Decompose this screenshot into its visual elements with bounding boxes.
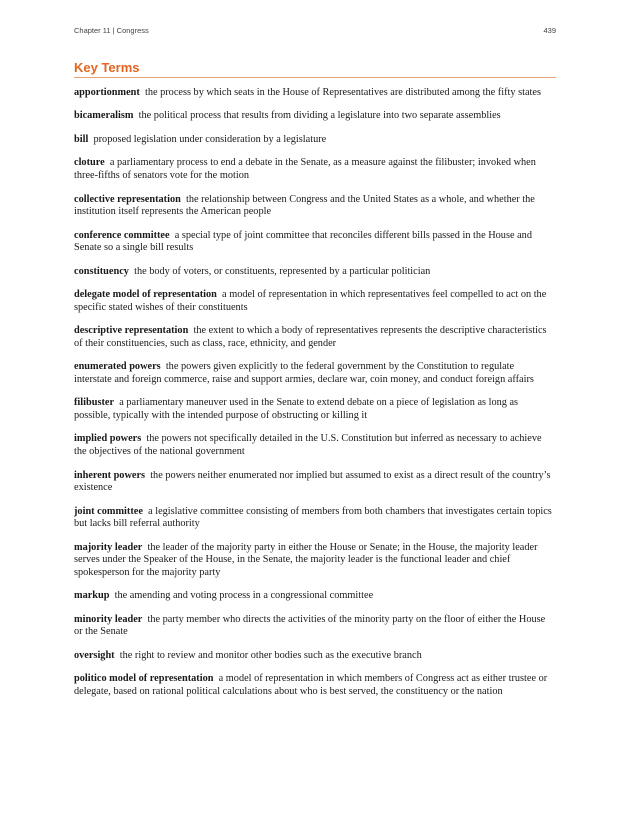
term-word: oversight	[74, 649, 115, 661]
term-entry	[74, 134, 552, 147]
term-definition: a legislative committee consisting of members from both chambers that investigates certain topics but lacks bill referral authority	[74, 505, 552, 530]
term-definition: a model of representation in which representatives feel compelled to act on the specific stated wishes of their constituents	[74, 289, 547, 313]
term-definition: the amending and voting process in a congressional committee	[114, 590, 374, 602]
term-entry	[74, 614, 552, 639]
term-word: markup	[74, 590, 110, 602]
term-word: collective representation	[74, 193, 181, 205]
term-definition: the powers not specifically detailed in the U.S. Constitution but inferred as necessary to achieve the objectives of the national government	[74, 433, 542, 458]
term-entry	[74, 470, 552, 495]
term-definition: the right to review and monitor other bodies such as the executive branch	[119, 649, 422, 661]
term-word: implied powers	[74, 433, 142, 445]
term-word: delegate model of representation	[74, 289, 217, 301]
term-definition: a parliamentary process to end a debate in the Senate, as a measure against the filibuster; invoked when three-fifths of senators vote for the motion	[74, 157, 536, 182]
term-entry	[74, 361, 552, 386]
term-entry	[74, 506, 552, 531]
term-word: enumerated powers	[74, 361, 161, 373]
term-word: cloture	[74, 157, 105, 169]
term-definition: the powers neither enumerated nor implied but assumed to exist as a direct result of the country’s existence	[74, 469, 551, 494]
key-terms-list	[74, 87, 552, 710]
term-entry	[74, 650, 552, 663]
running-header	[74, 26, 556, 38]
term-definition: the leader of the majority party in either the House or Senate; in the House, the majority leader serves under the Speaker of the House, in the Senate, the majority leader is the functional leader and chief spokesperson for the majority party	[74, 541, 538, 578]
term-definition: proposed legislation under consideration by a legislature	[93, 133, 327, 145]
term-word: apportionment	[74, 87, 140, 98]
term-word: inherent powers	[74, 469, 146, 481]
term-entry	[74, 542, 552, 580]
chapter-label: Chapter 11 | Congress	[74, 26, 149, 35]
term-word: filibuster	[74, 397, 115, 409]
section-title: Key Terms	[74, 60, 556, 78]
term-word: constituency	[74, 265, 129, 277]
term-entry	[74, 266, 552, 279]
term-entry	[74, 194, 552, 219]
term-entry	[74, 110, 552, 123]
term-definition: the powers given explicitly to the federal government by the Constitution to regulate interstate and foreign commerce, raise and support armies, declare war, coin money, and conduct foreign affairs	[74, 361, 534, 385]
term-definition: the relationship between Congress and the United States as a whole, and whether the institution itself represents the American people	[74, 193, 535, 218]
term-word: joint committee	[74, 505, 143, 517]
term-definition: a parliamentary maneuver used in the Senate to extend debate on a piece of legislation as long as possible, typically with the intended purpose of obstructing or killing it	[74, 397, 519, 421]
term-word: majority leader	[74, 541, 143, 553]
term-word: minority leader	[74, 613, 143, 625]
term-word: politico model of representation	[74, 673, 214, 685]
term-entry	[74, 590, 552, 603]
term-definition: the party member who directs the activities of the minority party on the floor of either the House or the Senate	[74, 613, 546, 638]
term-entry	[74, 230, 552, 255]
term-entry	[74, 289, 552, 314]
page-number: 439	[543, 26, 556, 35]
term-definition: the process by which seats in the House of Representatives are distributed among the fifty states	[144, 87, 541, 98]
term-definition: a special type of joint committee that reconciles different bills passed in the House and Senate so a single bill results	[74, 229, 532, 254]
term-entry	[74, 325, 552, 350]
term-word: bicameralism	[74, 110, 134, 122]
term-entry	[74, 673, 552, 698]
term-definition: the extent to which a body of representatives represents the descriptive characteristics of their constituencies, such as class, race, ethnicity, and gender	[74, 325, 547, 349]
term-entry	[74, 157, 552, 182]
term-definition: the political process that results from dividing a legislature into two separate assemblies	[138, 110, 501, 122]
term-word: conference committee	[74, 229, 170, 241]
term-definition: a model of representation in which members of Congress act as either trustee or delegate, based on rational political calculations about who is best served, the constituency or the nation	[74, 673, 548, 698]
term-definition: the body of voters, or constituents, represented by a particular politician	[134, 265, 431, 277]
term-word: bill	[74, 133, 89, 145]
term-entry	[74, 87, 552, 100]
term-entry	[74, 397, 552, 422]
term-word: descriptive representation	[74, 325, 189, 337]
term-entry	[74, 433, 552, 458]
